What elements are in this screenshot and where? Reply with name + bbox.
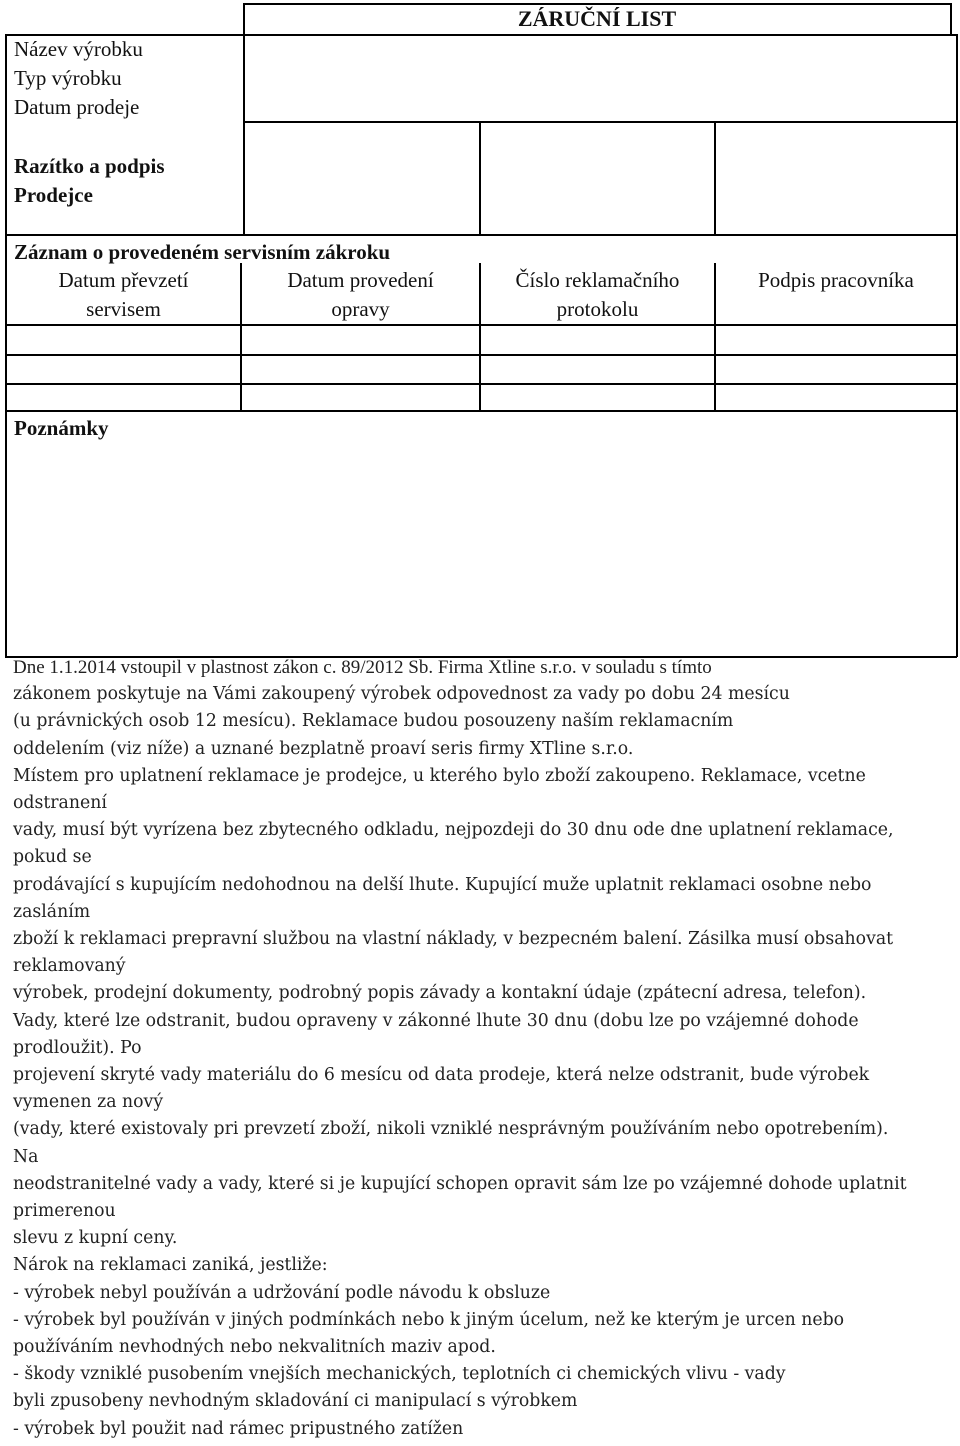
service-header-line (5, 324, 957, 326)
service-col-received (7, 266, 240, 324)
terms-line: odstranení (13, 793, 107, 814)
terms-line: Nárok na reklamaci zaniká, jestliže: (13, 1255, 328, 1276)
terms-line: vady, musí být vyrízena bez zbytecného odkladu, nejpozdeji do 30 dnu ode dne uplatnení reklamace, (13, 820, 894, 841)
terms-line: Na (13, 1146, 39, 1167)
product-name-label: Název výrobku (14, 37, 143, 61)
product-bottom-line (243, 121, 957, 123)
terms-line: (u právnických osob 12 mesícu). Reklamace budou posouzeny naším reklamacním (13, 711, 734, 732)
seller-stamp-label: Razítko a podpis (14, 154, 165, 178)
terms-line: Dne 1.1.2014 vstoupil v plastnost zákon c. 89/2012 Sb. Firma Xtline s.r.o. v souladu s tímto (13, 657, 712, 678)
terms-line: slevu z kupní ceny. (13, 1228, 178, 1249)
service-col-repair-date-line2: opravy (331, 297, 390, 321)
terms-line: oddelením (viz níže) a uznané bezplatně proaví seris firmy XTline s.r.o. (13, 738, 634, 759)
seller-label: Prodejce (14, 183, 93, 207)
form-left-border (5, 34, 7, 657)
terms-line: neodstranitelné vady a vady, které si je kupující schopen opravit sám lze po vzájemné dohode uplatnit (13, 1173, 907, 1194)
warranty-terms (13, 654, 953, 1443)
form-title: ZÁRUČNÍ LIST (517, 6, 677, 31)
form-top-border (5, 34, 957, 36)
sale-date-label: Datum prodeje (14, 95, 140, 119)
notes-top-line (5, 410, 957, 412)
terms-line: používáním nevhodných nebo nekvalitních maziv apod. (13, 1337, 496, 1358)
service-top-line (5, 234, 957, 236)
terms-line: Vady, které lze odstranit, budou opraveny v zákonné lhute 30 dnu (dobu lze po vzájemné dohode (13, 1010, 859, 1031)
terms-line: zákonem poskytuje na Vámi zakoupený výrobek odpovednost za vady po dobu 24 mesícu (13, 684, 790, 705)
terms-line: zboží k reklamaci prepravní službou na vlastní náklady, v bezpecném balení. Zásilka musí obsahovat (13, 929, 894, 950)
notes-label: Poznámky (14, 416, 109, 440)
service-col-repair-date (242, 266, 479, 324)
terms-line: prodloužit). Po (13, 1037, 142, 1058)
terms-line: reklamovaný (13, 956, 126, 977)
terms-line: zasláním (13, 901, 91, 922)
service-col-protocol-line1: Číslo reklamačního (515, 268, 680, 292)
terms-line: - výrobek nebyl používán a udržování podle návodu k obsluze (13, 1282, 551, 1303)
form-right-border (956, 34, 958, 657)
terms-line: Místem pro uplatnení reklamace je prodejce, u kterého bylo zboží zakoupeno. Reklamace, vcetne (13, 765, 866, 786)
service-col-received-line1: Datum převzetí (58, 268, 189, 292)
terms-line: (vady, které existovaly pri prevzetí zboží, nikoli vzniklé nesprávným používáním nebo opotrebením). (13, 1119, 889, 1140)
terms-line: primerenou (13, 1201, 116, 1222)
service-section-title: Záznam o provedeném servisním zákroku (14, 240, 391, 264)
terms-line: - výrobek byl použit nad rámec pripustného zatížen (13, 1418, 464, 1439)
service-row-line-1 (5, 354, 957, 356)
stamp-divider-1 (479, 121, 481, 235)
service-col-protocol (481, 266, 714, 324)
service-col-received-line2: servisem (86, 297, 161, 321)
terms-line: byli zpusobeny nevhodným skladování ci manipulací s výrobkem (13, 1391, 578, 1412)
product-divider (243, 3, 245, 235)
terms-line: prodávající s kupujícím nedohodnou na delší lhute. Kupující muže uplatnit reklamaci osobne nebo (13, 874, 872, 895)
service-row-line-2 (5, 383, 957, 385)
terms-line: - škody vzniklé pusobením vnejších mechanických, teplotních ci chemických vlivu - vady (13, 1364, 786, 1385)
service-col-protocol-line2: protokolu (556, 297, 639, 321)
terms-line: výrobek, prodejní dokumenty, podrobný popis závady a kontakní údaje (zpátecní adresa, telefon). (13, 983, 867, 1004)
terms-line: vymenen za nový (13, 1092, 164, 1113)
service-col-signature: Podpis pracovníka (758, 268, 914, 292)
product-type-label: Typ výrobku (14, 66, 122, 90)
terms-line: pokud se (13, 847, 92, 868)
service-col-repair-date-line1: Datum provedení (287, 268, 434, 292)
stamp-divider-2 (714, 121, 716, 235)
terms-line: - výrobek byl používán v jiných podmínkách nebo k jiným úcelum, než ke kterým je urcen nebo (13, 1309, 845, 1330)
terms-line: projevení skryté vady materiálu do 6 mesícu od data prodeje, která nelze odstranit, bude výrobek (13, 1065, 870, 1086)
warranty-form (0, 0, 960, 660)
